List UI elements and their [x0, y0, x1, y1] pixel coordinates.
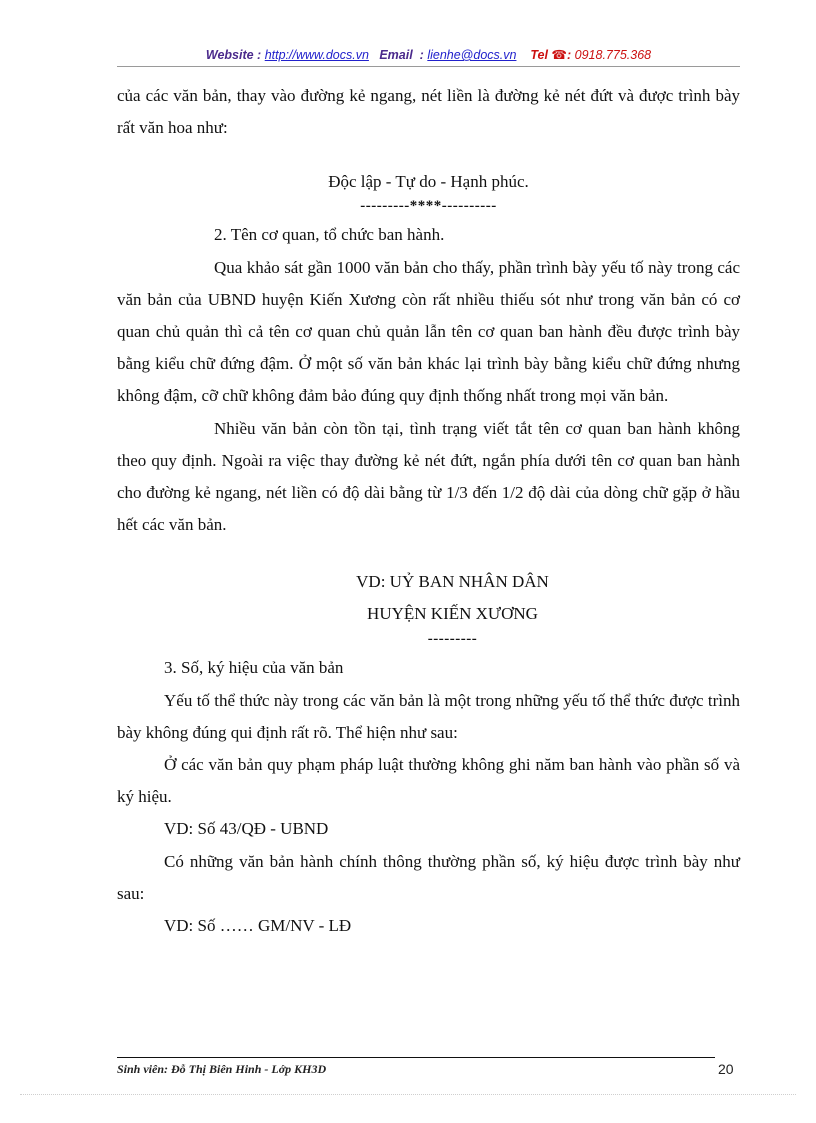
example-3: VD: Số …… GM/NV - LĐ	[164, 916, 352, 936]
tel-value: 0918.775.368	[574, 48, 652, 62]
spacer	[117, 144, 740, 167]
section-3-paragraph-1: Yếu tố thể thức này trong các văn bản là một trong những yếu tố thể thức được trình bày không đúng qui định rất rõ. Thể hiện như sau:	[117, 690, 740, 742]
section-2-paragraph-1: Qua khảo sát gần 1000 văn bản cho thấy, phần trình bày yếu tố này trong các văn bản của UBND huyện Kiến Xương còn rất nhiều thiếu sót như trong văn bản có cơ quan chủ quản thì cả tên cơ quan chủ quản lẫn tên cơ quan ban hành đều được trình bày bằng kiểu chữ đứng đậm. Ở một số văn bản khác lại trình bày bằng kiểu chữ đứng nhưng không đậm, cỡ chữ không đảm bảo đúng quy định thống nhất trong mọi văn bản.	[117, 257, 740, 406]
section-3-paragraph-3: Có những văn bản hành chính thông thường phần số, ký hiệu được trình bày như sau:	[117, 851, 740, 903]
website-link[interactable]: http://www.docs.vn	[264, 48, 369, 62]
document-body	[117, 80, 740, 942]
footer-author: Sinh viên: Đỗ Thị Biên Hinh - Lớp KH3D	[117, 1062, 327, 1076]
section-3-heading: 3. Số, ký hiệu của văn bản	[164, 658, 344, 678]
spacer	[117, 541, 740, 567]
section-3-paragraph-2: Ở các văn bản quy phạm pháp luật thường không ghi năm ban hành vào phần số và ký hiệu.	[117, 755, 740, 807]
tel-label: Tel ☎:	[530, 48, 572, 62]
example-2: VD: Số 43/QĐ - UBND	[164, 819, 329, 839]
section-2-heading: 2. Tên cơ quan, tổ chức ban hành.	[214, 225, 445, 245]
website-label: Website :	[205, 48, 262, 62]
page-bottom-border	[20, 1094, 796, 1095]
email-link[interactable]: lienhe@docs.vn	[427, 48, 517, 62]
footer-rule	[117, 1057, 715, 1058]
email-label: Email	[379, 48, 413, 62]
example-1-line-1: VD: UỶ BAN NHÂN DÂN	[356, 572, 549, 592]
header-rule	[117, 66, 740, 67]
section-2-paragraph-2: Nhiều văn bản còn tồn tại, tình trạng viết tắt tên cơ quan ban hành không theo quy định. Ngoài ra việc thay đường kẻ nét đứt, ngắn phía dưới tên cơ quan ban hành cho đường kẻ ngang, nét liền có độ dài bằng từ 1/3 đến 1/2 độ dài của dòng chữ gặp ở hầu hết các văn bản.	[117, 418, 740, 535]
page-header	[117, 47, 740, 65]
motto-dashes: ---------****----------	[360, 198, 497, 215]
motto: Độc lập - Tự do - Hạnh phúc.	[328, 172, 529, 192]
page-number: 20	[718, 1061, 734, 1077]
example-1-dashes: ---------	[427, 631, 478, 648]
example-1-line-2: HUYỆN KIẾN XƯƠNG	[367, 604, 538, 624]
intro-paragraph: của các văn bản, thay vào đường kẻ ngang, nét liền là đường kẻ nét đứt và được trình bày rất văn hoa như:	[117, 86, 740, 138]
email-separator: :	[419, 48, 424, 62]
